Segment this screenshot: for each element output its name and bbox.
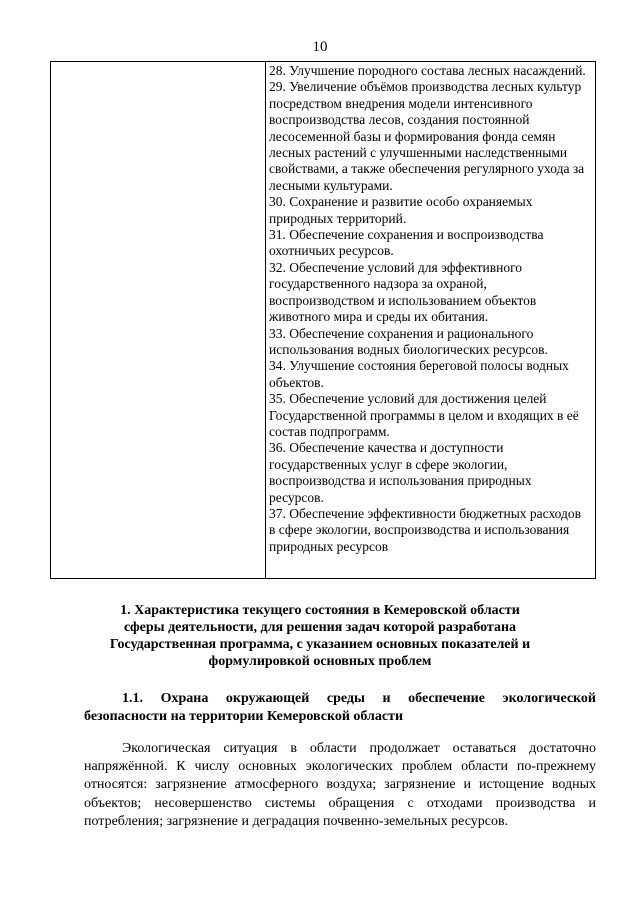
- subsection-heading: [84, 690, 596, 726]
- goal-item-34: 34. Улучшение состояния береговой полосы водных объектов.: [269, 358, 569, 390]
- goal-item-37: 37. Обеспечение эффективности бюджетных расходов в сфере экологии, воспроизводства и использования природных ресурсов: [269, 505, 582, 554]
- page-number: 10: [312, 39, 328, 55]
- goal-item-36: 36. Обеспечение качества и доступности государственных услуг в сфере экологии, воспроизводства и использования природных ресурсов.: [269, 440, 532, 505]
- goal-item-29: 29. Увеличение объёмов производства лесных культур посредством внедрения модели интенсивного воспроизводства лесов, создания постоянной лесосеменной базы и формирования фонда семян лесных растений с улучшенными наследственными свойствами, а также обеспечения регулярного ухода за лесными культурами.: [269, 79, 585, 193]
- table-right-cell: [266, 62, 595, 578]
- goal-item-35: 35. Обеспечение условий для достижения целей Государственной программы в целом и входящих в её состав подпрограмм.: [269, 391, 579, 439]
- goal-item-33: 33. Обеспечение сохранения и рационального использования водных биологических ресурсов.: [269, 325, 548, 357]
- goal-item-32: 32. Обеспечение условий для эффективного государственного надзора за охраной, воспроизводством и использованием объектов животного мира и среды их обитания.: [269, 259, 537, 325]
- table-left-cell: [51, 62, 266, 578]
- section-heading: 1. Характеристика текущего состояния в Кемеровской области сферы деятельности, для решения задач которой разработана Государственная программа, с указанием основных показателей и формулировкой основных проблем: [109, 603, 531, 669]
- goal-item-30: 30. Сохранение и развитие особо охраняемых природных территорий.: [269, 194, 533, 226]
- goal-item-28: 28. Улучшение породного состава лесных насаждений.: [269, 63, 586, 78]
- body-paragraph: Экологическая ситуация в области продолжает оставаться достаточно напряжённой. К числу основных экологических проблем области по-прежнему относятся: загрязнение атмосферного воздуха; загрязнение и истощение водных объектов; несовершенство системы обращения с отходами производства и потребления; загрязнение и деградация почвенно-земельных ресурсов.: [84, 741, 596, 829]
- goals-table: [50, 61, 596, 579]
- subsection-heading-line-1: 1.1. Охрана окружающей среды и обеспечение экологической: [122, 691, 596, 706]
- subsection-heading-line-2: безопасности на территории Кемеровской области: [84, 709, 404, 724]
- goal-item-31: 31. Обеспечение сохранения и воспроизводства охотничьих ресурсов.: [269, 227, 544, 259]
